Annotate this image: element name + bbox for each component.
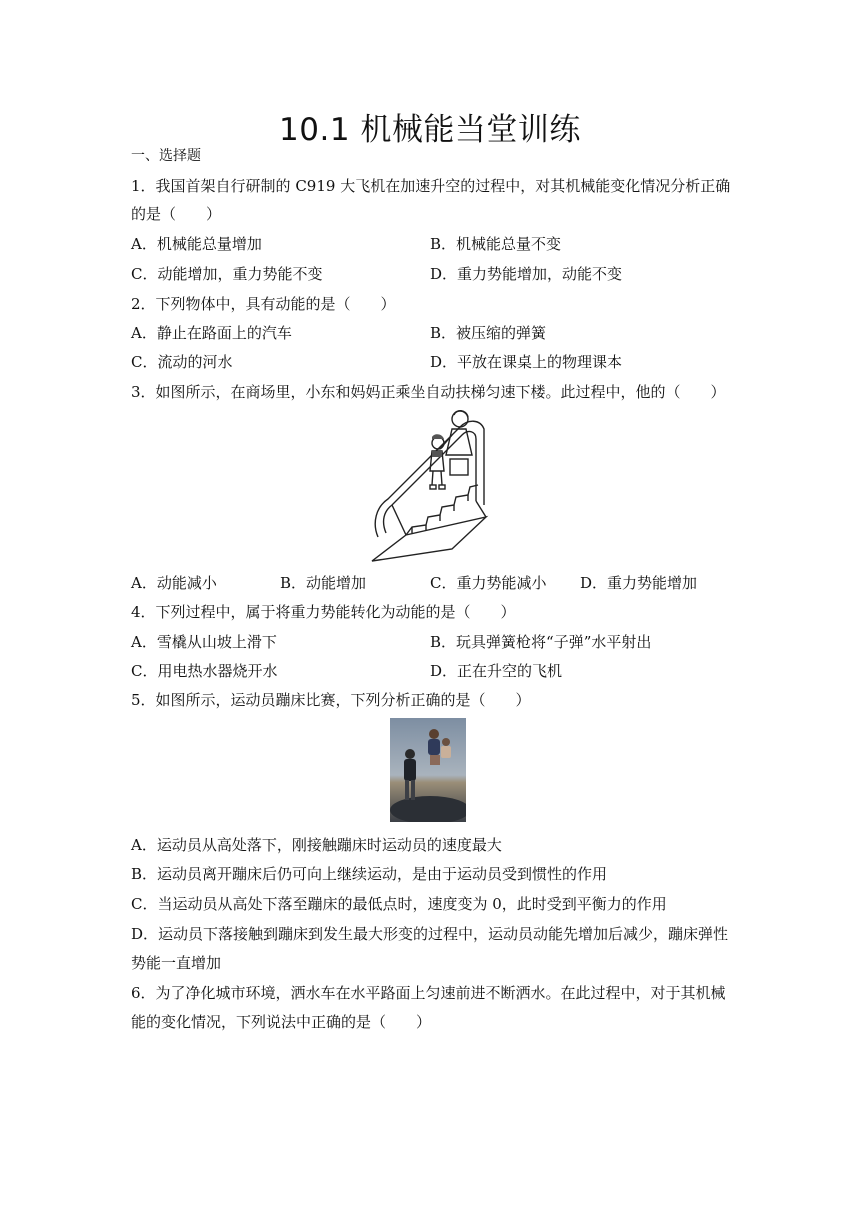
q5-option-b: B．运动员离开蹦床后仍可向上继续运动，是由于运动员受到惯性的作用 (131, 865, 608, 883)
q3-option-a: A．动能减小 (131, 574, 217, 592)
q4-stem: 4．下列过程中，属于将重力势能转化为动能的是（ ） (131, 603, 516, 621)
q3-stem: 3．如图所示，在商场里，小东和妈妈正乘坐自动扶梯匀速下楼。此过程中，他的（ ） (131, 383, 726, 401)
q5-option-c: C．当运动员从高处下落至蹦床的最低点时，速度变为 0，此时受到平衡力的作用 (131, 895, 667, 913)
q2-option-a: A．静止在路面上的汽车 (131, 324, 292, 342)
q5-option-d-line1: D．运动员下落接触到蹦床到发生最大形变的过程中，运动员动能先增加后减少，蹦床弹性 (131, 925, 729, 943)
q5-option-d-line2: 势能一直增加 (131, 954, 222, 972)
q6-stem-line2: 能的变化情况，下列说法中正确的是（ ） (131, 1013, 432, 1031)
q3-option-d: D．重力势能增加 (580, 574, 698, 592)
q4-option-b: B．玩具弹簧枪将“子弹”水平射出 (430, 633, 652, 651)
q2-option-c: C．流动的河水 (131, 353, 233, 371)
q5-stem: 5．如图所示，运动员蹦床比赛，下列分析正确的是（ ） (131, 691, 531, 709)
q1-stem-line1: 1．我国首架自行研制的 C919 大飞机在加速升空的过程中，对其机械能变化情况分析正确 (131, 177, 731, 195)
page-title: 10.1 机械能当堂训练 (279, 112, 581, 148)
q1-option-b: B．机械能总量不变 (430, 235, 562, 253)
q1-stem-line2: 的是（ ） (131, 205, 222, 223)
escalator-figure (368, 405, 492, 565)
q1-option-d: D．重力势能增加，动能不变 (430, 265, 623, 283)
q2-option-d: D．平放在课桌上的物理课本 (430, 353, 623, 371)
q3-option-b: B．动能增加 (280, 574, 367, 592)
q3-option-c: C．重力势能减小 (430, 574, 547, 592)
q4-option-c: C．用电热水器烧开水 (131, 662, 278, 680)
q1-option-c: C．动能增加，重力势能不变 (131, 265, 323, 283)
trampoline-photo (390, 718, 466, 822)
q4-option-a: A．雪橇从山坡上滑下 (131, 633, 277, 651)
q2-stem: 2．下列物体中，具有动能的是（ ） (131, 295, 396, 313)
q1-option-a: A．机械能总量增加 (131, 235, 262, 253)
section-heading: 一、选择题 (131, 148, 201, 164)
q6-stem-line1: 6．为了净化城市环境，洒水车在水平路面上匀速前进不断洒水。在此过程中，对于其机械 (131, 984, 726, 1002)
q5-option-a: A．运动员从高处落下，刚接触蹦床时运动员的速度最大 (131, 836, 502, 854)
q4-option-d: D．正在升空的飞机 (430, 662, 563, 680)
q2-option-b: B．被压缩的弹簧 (430, 324, 547, 342)
